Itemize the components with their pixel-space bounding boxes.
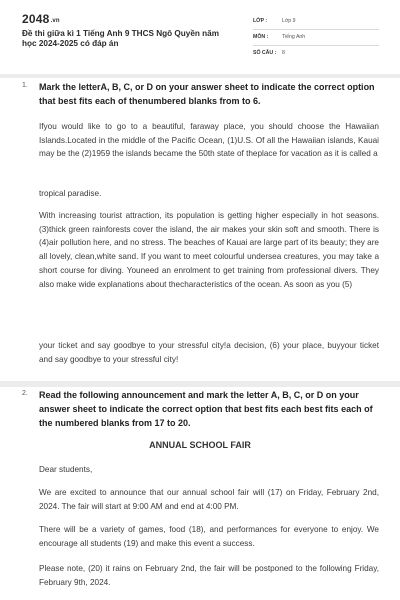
section-divider (0, 74, 400, 78)
document-header (0, 0, 400, 62)
passage-paragraph: tropical paradise. (39, 189, 102, 198)
logo-text: 2048 (22, 12, 50, 26)
meta-row-count (253, 46, 379, 61)
exam-title: Đề thi giữa kì 1 Tiếng Anh 9 THCS Ngô Quyền năm học 2024-2025 có đáp án (22, 29, 219, 48)
question-instruction: Read the following announcement and mark the letter A, B, C, or D on your answer sheet to indicate the correct option that best fits each best fits each of the numbered blanks from 17 to 20. (39, 390, 373, 428)
passage-paragraph: With increasing tourist attraction, its population is getting higher especially in hot seasons. (3)thick green rainforests cover the island, the air makes your skin soft and smooth. There is (4)air pollution here, and no stress. The beaches of Kauai are large part of its beauty; they are all lovely, clean,white sand. If you want to meet colourful undersea creatures, you may take a short course for diving. Youneed an enrolment to get training from professional divers. They also make wide explanations about thecharacteristics of the ocean. As soon as you (5) (39, 211, 379, 289)
passage-paragraph: Ifyou would like to go to a beautiful, faraway place, you should choose the Hawaiian Islands.Located in the middle of the Pacific Ocean, (1)U.S. Of all the Hawaiian islands, Kauai may be the (2)1959 the islands became the 50th state of theplace for vacation as it is called a (39, 122, 379, 159)
announcement-paragraph: Please note, (20) it rains on February 2nd, the fair will be postponed to the following Friday, February 9th, 2024. (39, 564, 379, 587)
meta-value: 8 (282, 50, 285, 56)
announcement-title: ANNUAL SCHOOL FAIR (149, 440, 251, 450)
announcement-paragraph: There will be a variety of games, food (18), and performances for everyone to enjoy. We encourage all students (19) and make this event a success. (39, 525, 379, 548)
passage-paragraph: your ticket and say goodbye to your stressful city!a decision, (6) your place, buyyour ticket and say goodbye to your stressful city! (39, 341, 379, 364)
meta-label: LỚP : (253, 18, 268, 24)
meta-label: SỐ CÂU : (253, 50, 277, 56)
meta-value: Tiếng Anh (282, 34, 306, 40)
question-instruction: Mark the letterA, B, C, or D on your answer sheet to indicate the correct option that best fits each of thenumbered blanks from to 6. (39, 82, 375, 106)
announcement-paragraph: We are excited to announce that our annual school fair will (17) on Friday, February 2nd, 2024. The fair will start at 9:00 AM and end at 4:00 PM. (39, 488, 379, 511)
logo-suffix: .vn (50, 18, 60, 24)
meta-value: Lớp 9 (282, 18, 296, 24)
question-number: 2. (22, 390, 28, 397)
announcement-greeting: Dear students, (39, 465, 93, 474)
question-number: 1. (22, 82, 28, 89)
site-logo[interactable] (22, 12, 60, 26)
section-divider (0, 381, 400, 387)
exam-meta (253, 14, 379, 61)
meta-row-class (253, 14, 379, 30)
meta-label: MÔN : (253, 34, 269, 40)
meta-row-subject (253, 30, 379, 46)
